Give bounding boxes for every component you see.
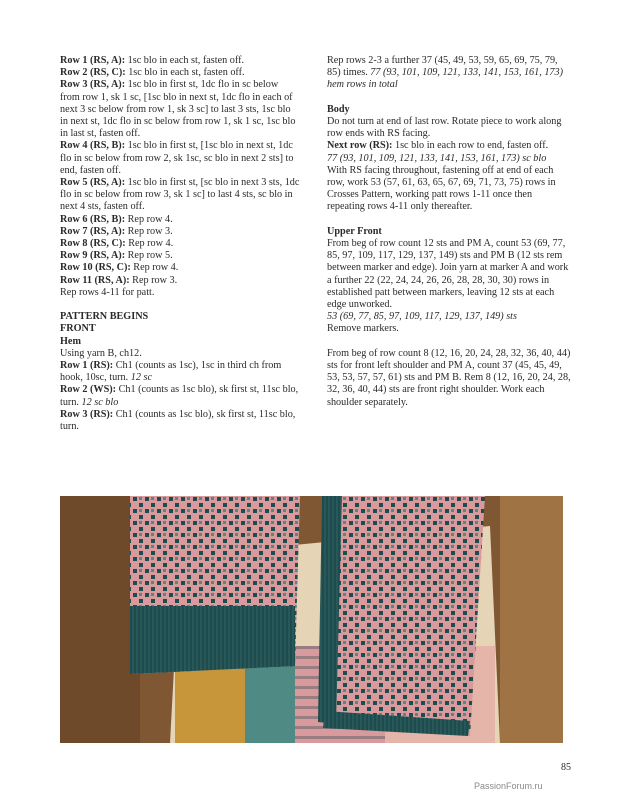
hem-instructions: Using yarn B, ch12.: [60, 347, 142, 359]
body-paragraph-2: With RS facing throughout, fastening off at end of each row, work 53 (57, 61, 63, 65, 67, 69, 71, 73, 75) rows in Crosses Pattern, working patt rows 1-11 once then repeating rows 4-11 only thereafter.: [327, 164, 556, 213]
pattern-row: Row 2 (RS, C): 1sc blo in each st, fasten off.: [60, 67, 245, 79]
pattern-row: Row 10 (RS, C): Rep row 4.: [60, 262, 179, 274]
hem-row-3: Row 3 (RS): Ch1 (counts as 1sc blo), sk first st, 11sc blo, turn.: [60, 408, 296, 433]
pattern-row: Row 11 (RS, A): Rep row 3.: [60, 274, 178, 286]
hem-row-2: Row 2 (WS): Ch1 (counts as 1sc blo), sk first st, 11sc blo, turn. 12 sc blo: [60, 384, 299, 408]
page-number: 85: [561, 762, 571, 773]
garment-photo: [60, 496, 563, 743]
section-heading-pattern-begins: PATTERN BEGINS: [60, 311, 149, 323]
pattern-row-list: [60, 55, 300, 299]
hem-repeat-paragraph: Rep rows 2-3 a further 37 (45, 49, 53, 59, 65, 69, 75, 79, 85) times. 77 (93, 101, 109, 121, 133, 141, 153, 161, 173) hem rows in total: [327, 55, 564, 91]
left-column: [60, 55, 300, 433]
pattern-row: Row 9 (RS, A): Rep row 5.: [60, 250, 173, 262]
subheading-upper-front: Upper Front: [327, 225, 382, 237]
subheading-hem: Hem: [60, 335, 81, 347]
pattern-row: Row 1 (RS, A): 1sc blo in each st, fasten off.: [60, 55, 245, 66]
section-heading-front: FRONT: [60, 323, 96, 335]
pattern-row: Row 8 (RS, C): Rep row 4.: [60, 238, 174, 250]
pattern-row: Row 3 (RS, A): 1sc blo in first st, 1dc flo in sc below from row 1, sk 1 sc, [1sc blo in next st, 1dc flo in each of next 3 sc below from row 1, sk 3 sc] to last 3 sts, 1sc blo in next st, 1dc flo in sc below from row 1, sk 1 sc, 1sc blo in last st, fasten off.: [60, 79, 296, 140]
upper-front-count: 53 (69, 77, 85, 97, 109, 117, 129, 137, 149) sts: [327, 311, 517, 323]
right-column: [327, 55, 572, 409]
pattern-row: Row 7 (RS, A): Rep row 3.: [60, 225, 173, 237]
subheading-body: Body: [327, 103, 350, 115]
pattern-row: Row 4 (RS, B): 1sc blo in first st, [1sc blo in next st, 1dc flo in sc below from row 2, sk 1sc, sc blo in next 2 sts] to end, fasten off.: [60, 140, 294, 176]
pattern-row: Row 6 (RS, B): Rep row 4.: [60, 213, 173, 225]
upper-front-paragraph: From beg of row count 12 sts and PM A, count 53 (69, 77, 85, 97, 109, 117, 129, 137, 149) sts and PM B (12 sts rem between marker and edge). Join yarn at marker A and work a further 22 (22, 24, 24, 26, 26, 28, 28, 30, 30) rows in established patt between markers, leaving 12 sts at each edge unworked.: [327, 238, 569, 311]
hem-row-1: Row 1 (RS): Ch1 (counts as 1sc), 1sc in third ch from hook, 10sc, turn. 12 sc: [60, 360, 282, 384]
body-paragraph: Do not turn at end of last row. Rotate piece to work along row ends with RS facing.: [327, 116, 562, 140]
right-crosses-panel: [325, 496, 485, 736]
next-row-instruction: Next row (RS): 1sc blo in each row to end, fasten off.: [327, 140, 549, 152]
next-row-count: 77 (93, 101, 109, 121, 133, 141, 153, 161, 173) sc blo: [327, 152, 547, 164]
pattern-row: Rep rows 4-11 for patt.: [60, 286, 155, 298]
pattern-row: Row 5 (RS, A): 1sc blo in first st, [sc blo in next 3 sts, 1dc flo in sc below from row 3, sk 1 sc] to last 4 sts, sc blo in next 4 sts, fasten off.: [60, 177, 300, 213]
left-hem-ribbing: [130, 606, 295, 674]
shoulder-paragraph: From beg of row count 8 (12, 16, 20, 24, 28, 32, 36, 40, 44) sts for front left shoulder and PM A, count 37 (45, 45, 49, 53, 53, 57, 57, 61) sts and PM B. Rem 8 (12, 16, 20, 24, 28, 32, 36, 40, 44) sts are front right shoulder. Work each shoulder separately.: [327, 347, 571, 408]
watermark: PassionForum.ru: [474, 781, 543, 791]
remove-markers: Remove markers.: [327, 323, 399, 335]
crochet-garment-illustration: [60, 496, 563, 743]
